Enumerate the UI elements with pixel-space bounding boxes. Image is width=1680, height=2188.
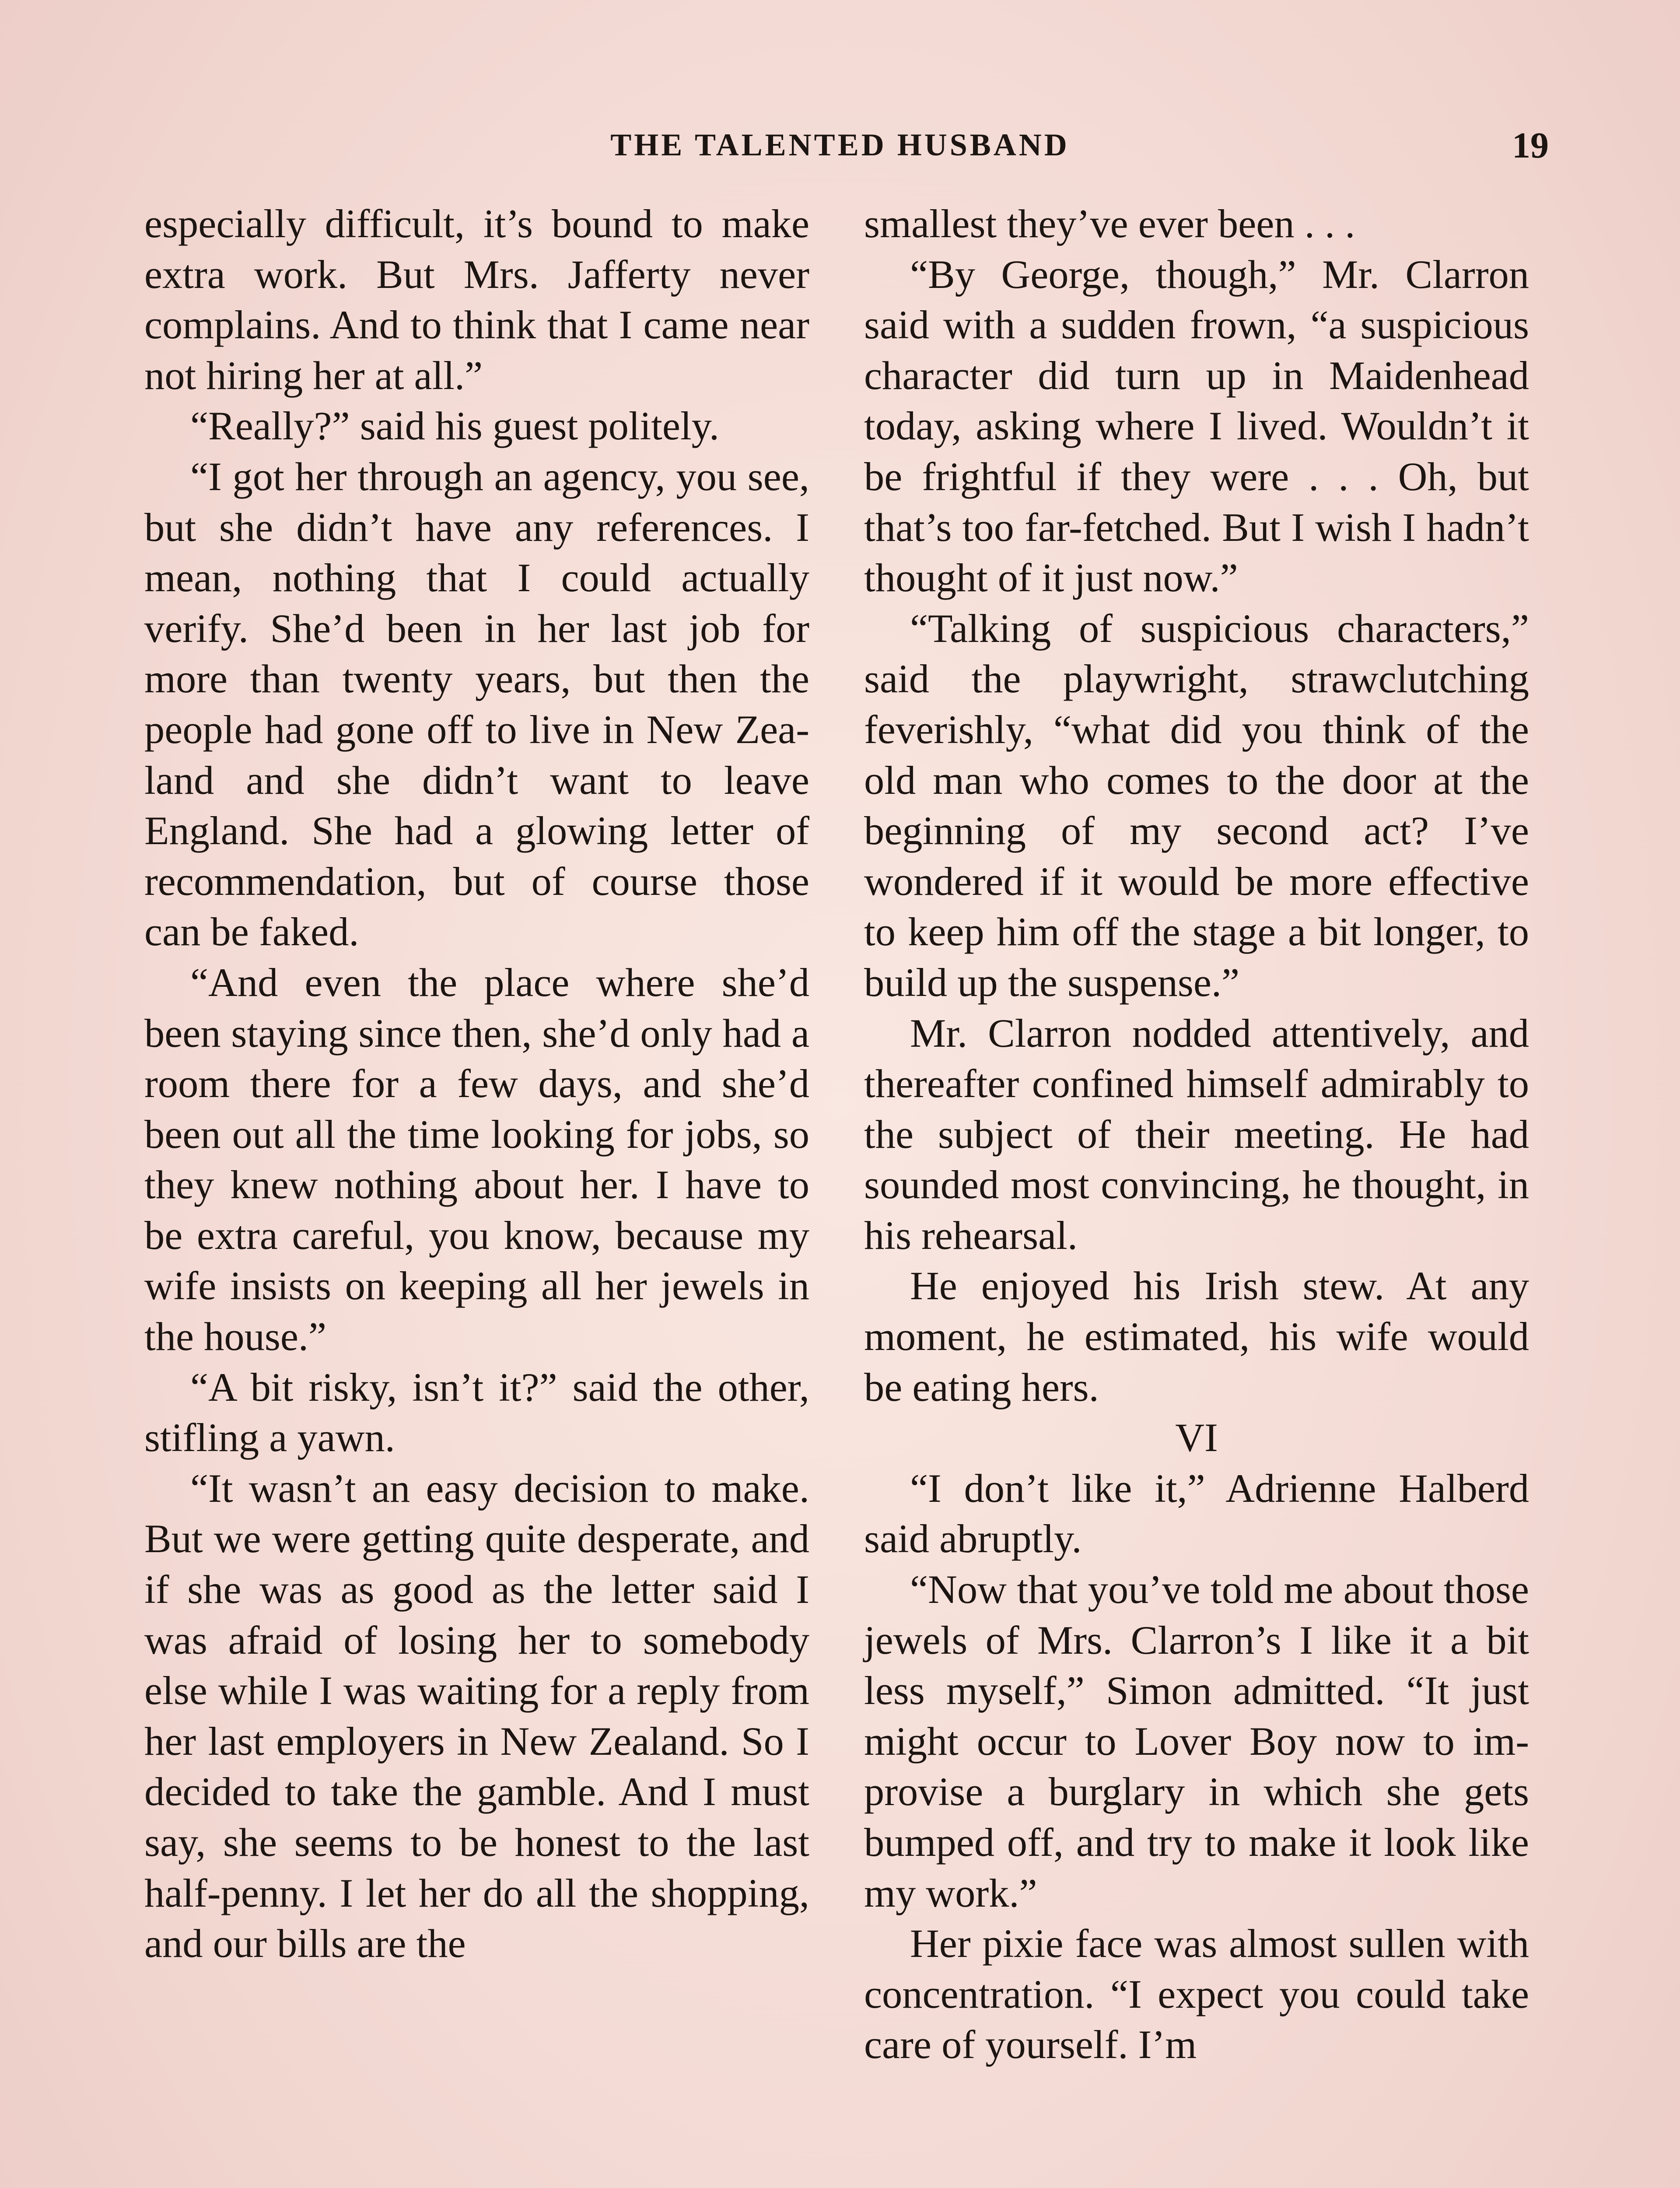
paragraph: “Now that you’ve told me about those jewels of Mrs. Clarron’s I like it a bit less myself,” Simon admitted. “It just might occur to Lover Boy now to improvise a burglary in which she gets bumped off, and try to make it look like my work.”	[864, 1567, 1529, 1916]
paragraph: “And even the place where she’d been staying since then, she’d only had a room there for a few days, and she’d been out all the time looking for jobs, so they knew nothing about her. I have to be extra careful, you know, because my wife insists on keeping all her jewels in the house.”	[144, 960, 809, 1360]
paragraph: “By George, though,” Mr. Clarron said with a sudden frown, “a suspicious character did turn up in Maidenhead today, asking where I lived. Wouldn’t it be frightful if they were . . . Oh, but that’s too far-fetched. But I wish I hadn’t thought of it just now.”	[864, 252, 1529, 601]
paragraph: Her pixie face was almost sullen with concentration. “I expect you could take care of yourself. I’m	[864, 1922, 1529, 2068]
section-heading: VI	[1175, 1416, 1218, 1461]
running-title: THE TALENTED HUSBAND	[610, 127, 1070, 162]
paragraph: “Really?” said his guest politely.	[190, 404, 720, 449]
paragraph: “Talking of suspicious characters,” said the playwright, strawclutching feverishly, “what did you think of the old man who comes to the door at the beginning of my second act? I’ve wondered if it would be more effective to keep him off the stage a bit longer, to build up the suspense.”	[864, 606, 1529, 1005]
page-number: 19	[1512, 125, 1549, 166]
paragraph: “I got her through an agency, you see, but she didn’t have any references. I mean, nothing that I could actually verify. She’d been in her last job for more than twenty years, but then the people had gone off to live in New Zealand and she didn’t want to leave England. She had a glowing letter of recommendation, but of course those can be faked.	[144, 454, 809, 955]
paragraph: smallest they’ve ever been . . .	[864, 202, 1355, 246]
paragraph: Mr. Clarron nodded attentively, and thereafter confined himself admirably to the subject of their meeting. He had sounded most convincing, he thought, in his rehearsal.	[864, 1011, 1529, 1258]
paragraph: especially difficult, it’s bound to make extra work. But Mrs. Jafferty never complains. And to think that I came near not hiring her at all.”	[144, 202, 809, 398]
paragraph: He enjoyed his Irish stew. At any moment, he estimated, his wife would be eating hers.	[864, 1264, 1529, 1410]
paragraph: “It wasn’t an easy decision to make. But we were getting quite desperate, and if she was as good as the letter said I was afraid of losing her to somebody else while I was waiting for a reply from her last employers in New Zealand. So I decided to take the gamble. And I must say, she seems to be honest to the last half-penny. I let her do all the shopping, and our bills are the	[144, 1466, 809, 1967]
paragraph: “I don’t like it,” Adrienne Halberd said abruptly.	[864, 1466, 1529, 1562]
paragraph: “A bit risky, isn’t it?” said the other, stifling a yawn.	[144, 1365, 809, 1461]
page-header	[0, 127, 1680, 175]
right-column	[864, 199, 1529, 2071]
left-column	[144, 199, 809, 1970]
